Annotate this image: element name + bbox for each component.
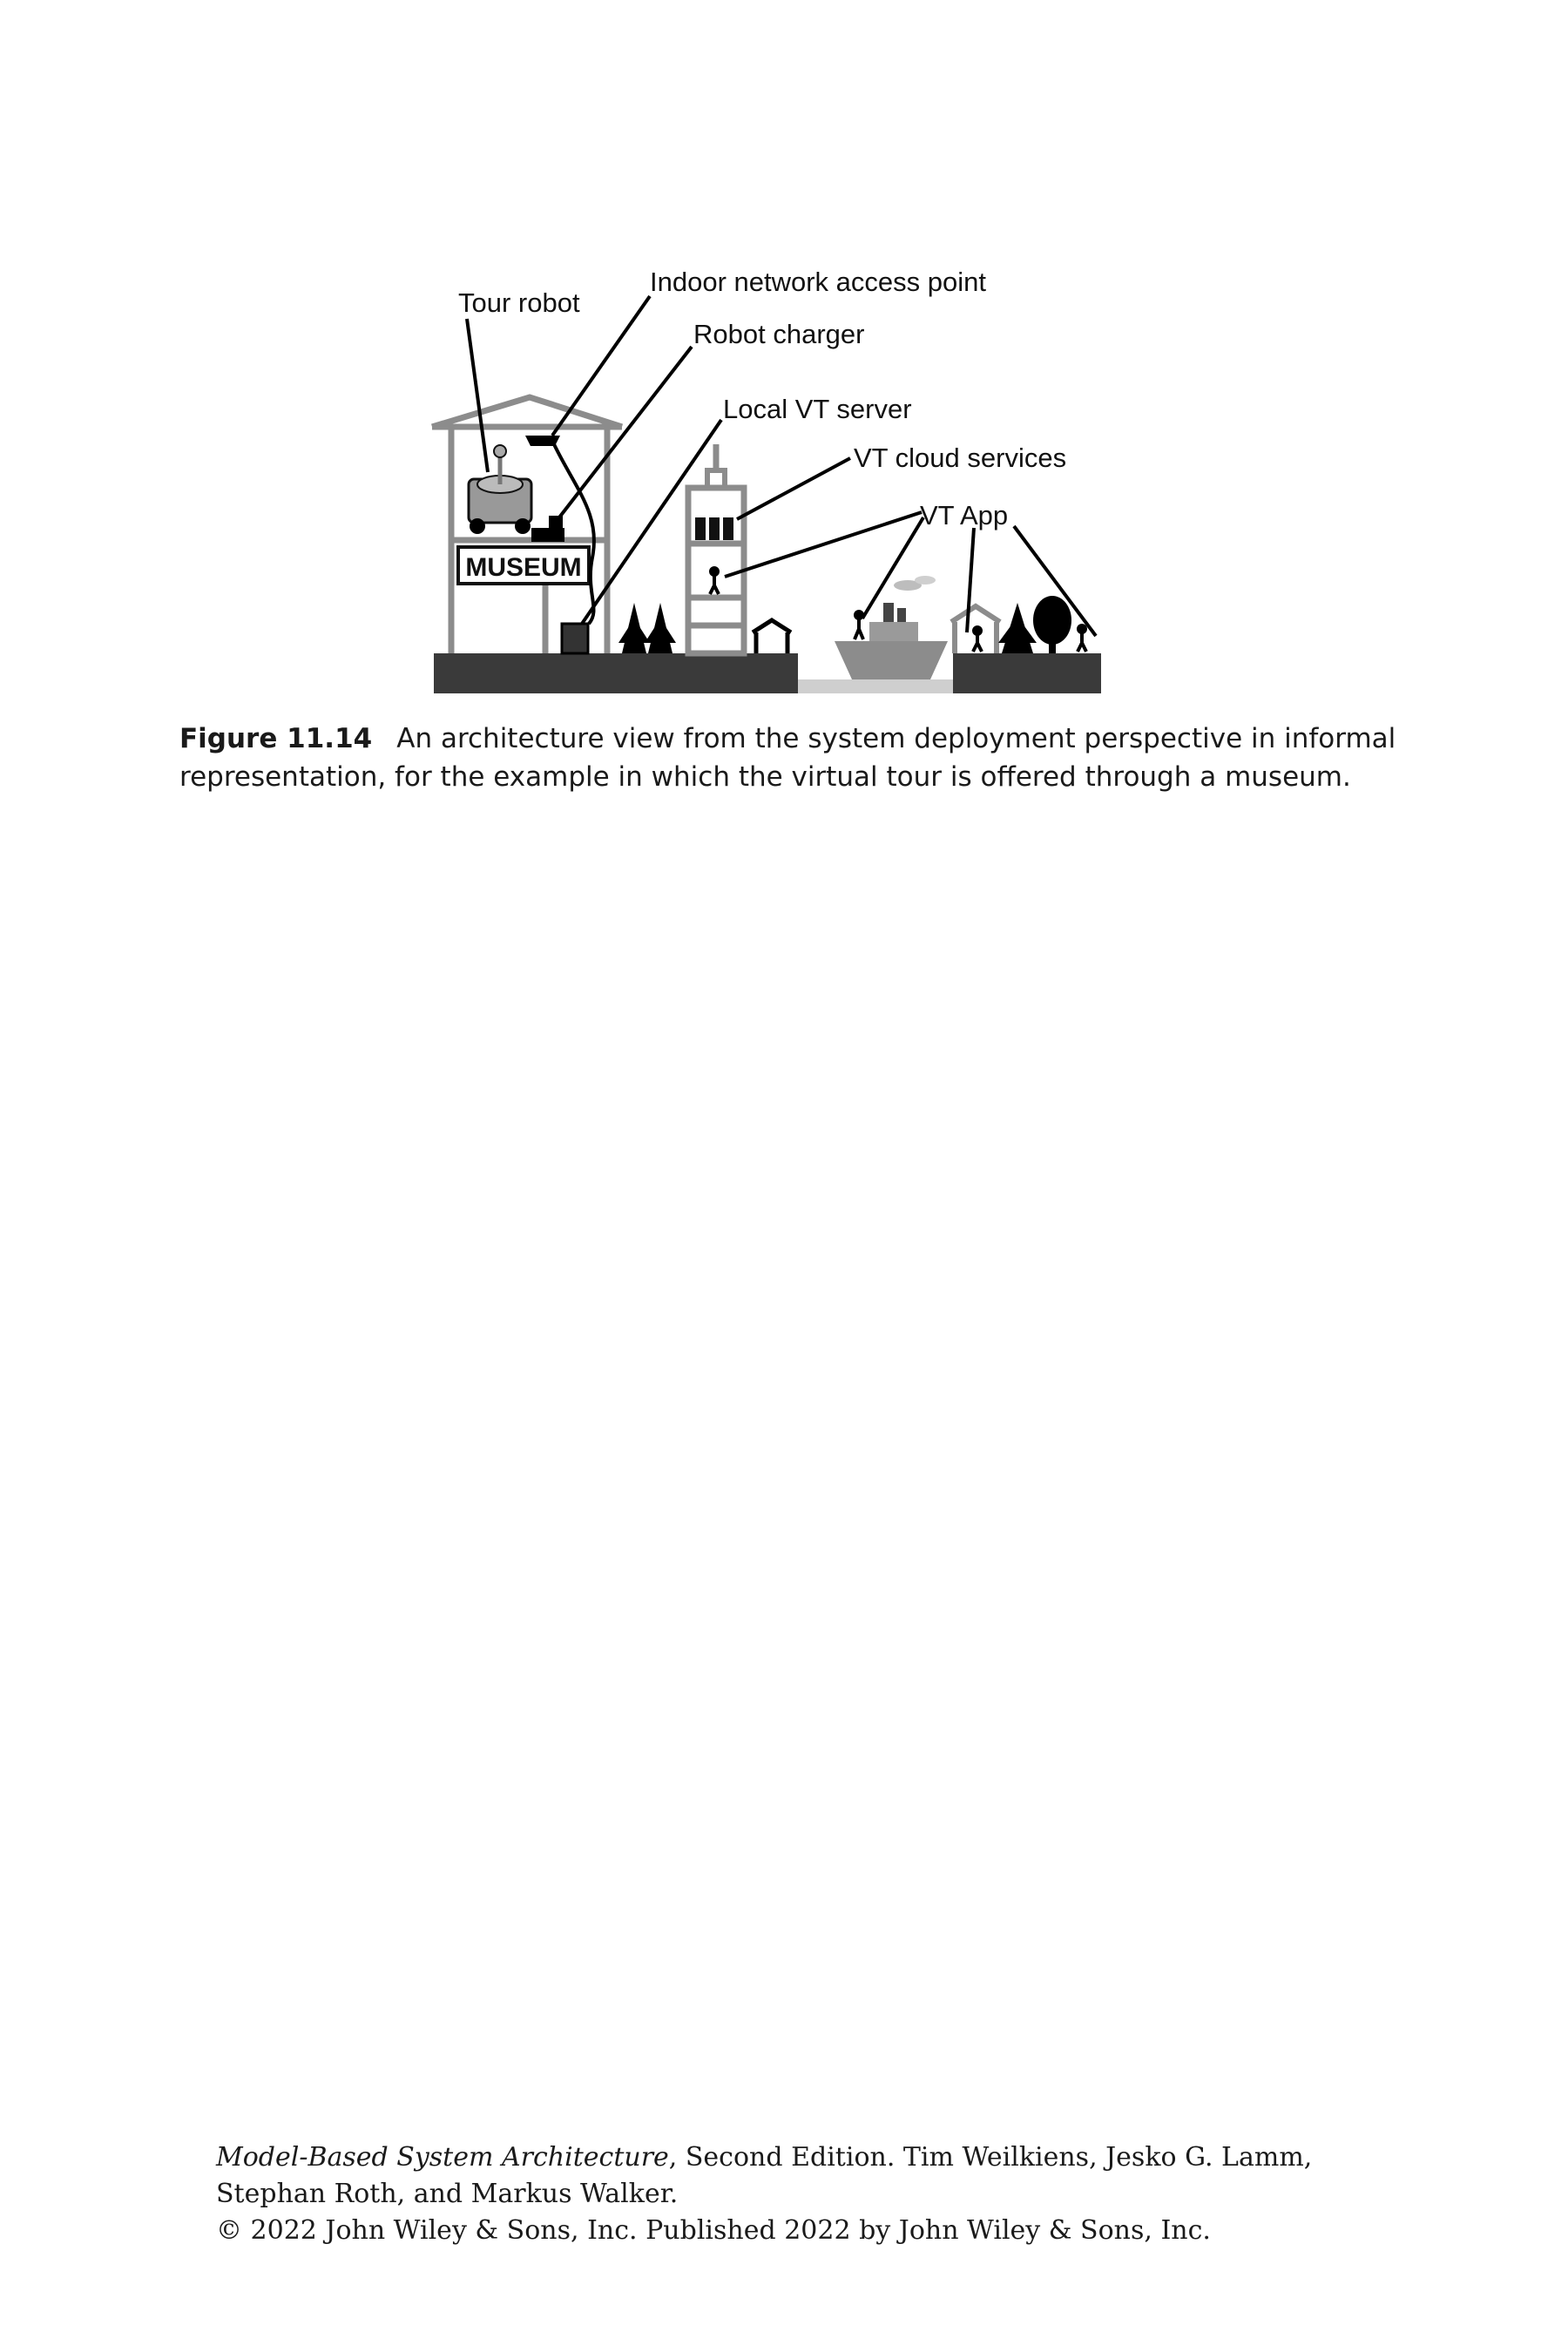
label-vt-cloud-services: VT cloud services	[854, 443, 1067, 473]
label-tour-robot: Tour robot	[458, 287, 580, 318]
tower-building	[688, 444, 744, 653]
trees-right	[998, 596, 1071, 653]
copyright-footer	[216, 2139, 1348, 2249]
deployment-illustration	[0, 0, 1568, 749]
figure-number: Figure 11.14	[179, 723, 373, 754]
ship	[835, 576, 948, 679]
water	[798, 679, 953, 693]
museum-sign-label: MUSEUM	[465, 553, 582, 582]
ground-right	[953, 653, 1101, 693]
ground-left	[434, 653, 798, 693]
trees-left	[618, 603, 676, 653]
label-local-vt-server: Local VT server	[723, 394, 912, 424]
label-indoor-network-access-point: Indoor network access point	[650, 267, 986, 297]
caption-text: An architecture view from the system deployment perspective in informal representation, for the example in which the virtual tour is offered through a museum.	[179, 723, 1396, 793]
tower-top	[707, 470, 725, 488]
footer-line-2: Stephan Roth, and Markus Walker.	[216, 2179, 679, 2209]
person-near-house	[973, 627, 982, 652]
cloud-servers	[695, 517, 733, 540]
footer-line-3: © 2022 John Wiley & Sons, Inc. Published 2022 by John Wiley & Sons, Inc.	[216, 2215, 1211, 2246]
label-vt-app: VT App	[920, 500, 1009, 531]
deployment-figure	[0, 0, 1568, 749]
book-title: Model-Based System Architecture	[216, 2142, 669, 2173]
robot-charger	[531, 516, 564, 542]
label-robot-charger: Robot charger	[693, 319, 865, 349]
person-in-tower	[710, 568, 719, 594]
person-on-ship	[855, 612, 863, 639]
footer-line-1-rest: , Second Edition. Tim Weilkiens, Jesko G. Lamm,	[668, 2142, 1313, 2173]
footer-line-1	[216, 2139, 1348, 2176]
local-vt-server	[562, 624, 588, 653]
tour-robot	[469, 445, 531, 534]
figure-caption	[179, 720, 1399, 796]
shelter	[753, 620, 791, 653]
person-right	[1078, 625, 1086, 652]
